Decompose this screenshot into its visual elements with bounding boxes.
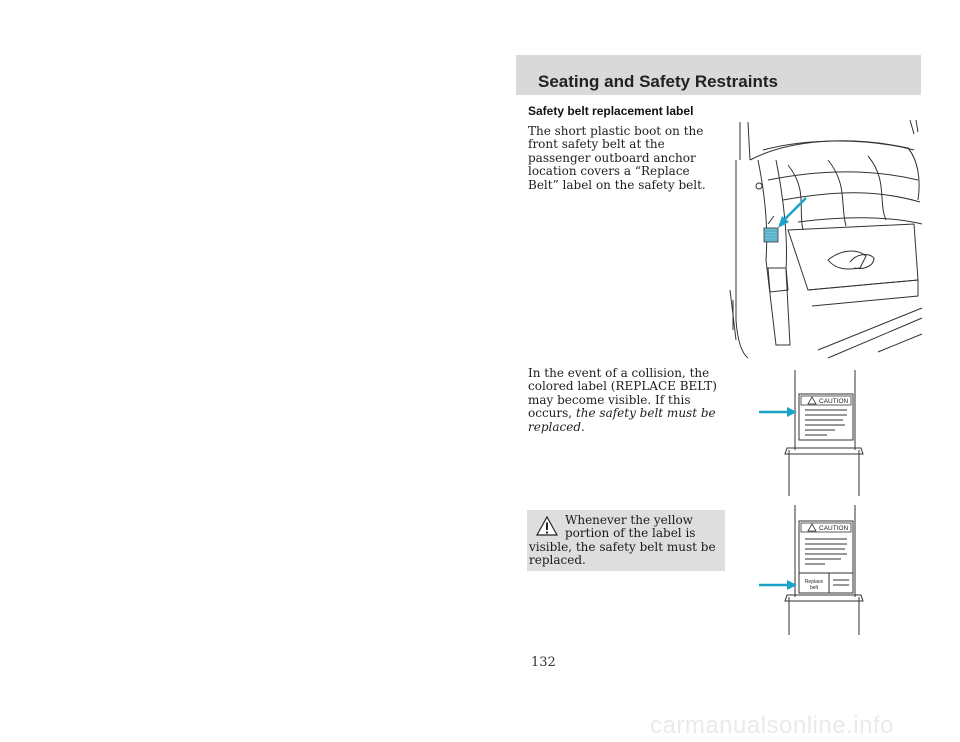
replace-belt-label-illustration: [755, 505, 873, 637]
page-title: Seating and Safety Restraints: [538, 72, 778, 91]
warning-text-rest: visible, the safety belt must be replaced.: [529, 540, 716, 568]
caution-label-title: CAUTION: [819, 398, 849, 405]
paragraph-collision: [528, 367, 720, 434]
header-bar: [516, 55, 921, 95]
watermark-text: carmanualsonline.info: [650, 712, 894, 739]
page-number: 132: [531, 655, 556, 670]
caution-label-title: CAUTION: [819, 525, 849, 532]
warning-text-line1: Whenever the yellow: [565, 513, 693, 527]
paragraph-collision-emphasis: the safety belt must be replaced.: [528, 406, 716, 434]
warning-text-line2: portion of the label is: [565, 526, 696, 540]
paragraph-boot-description: The short plastic boot on the front safety belt at the passenger outboard anchor location covers a “Replace Belt” label on the safety belt.: [528, 124, 706, 192]
seat-belt-boot-illustration: [728, 120, 924, 362]
paragraph-collision-text: In the event of a collision, the colored label (REPLACE BELT) may become visible. If this occurs,: [528, 366, 717, 421]
replace-label-text-2: belt: [809, 585, 819, 591]
caution-label-illustration: [755, 368, 873, 498]
section-heading: Safety belt replacement label: [528, 104, 694, 118]
warning-triangle-icon: [536, 516, 558, 536]
warning-box: [527, 510, 725, 571]
replace-label-text-1: Replace: [804, 579, 824, 585]
